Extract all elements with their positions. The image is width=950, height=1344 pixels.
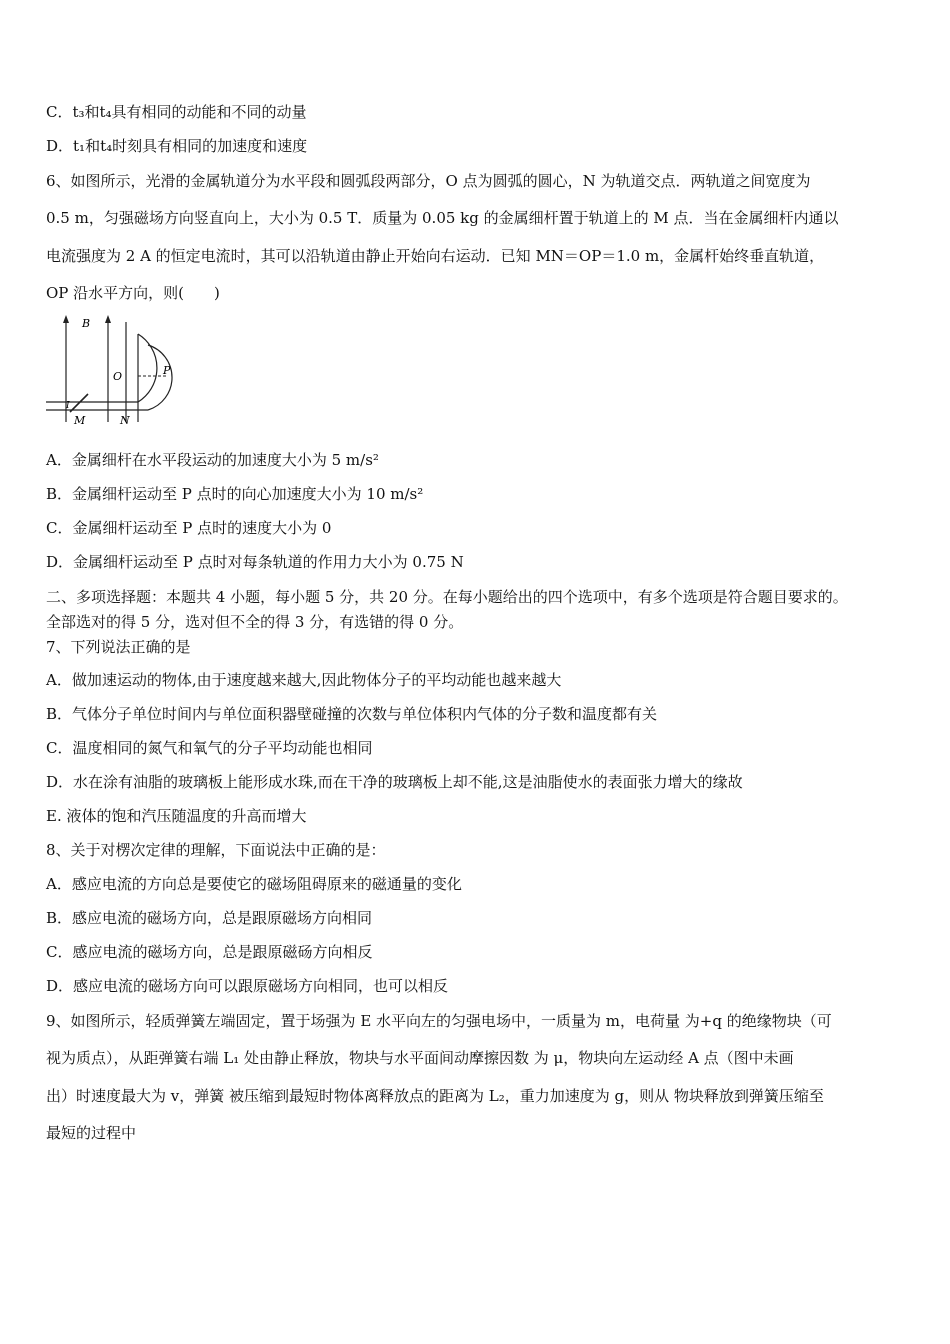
q8-option-b: B．感应电流的磁场方向，总是跟原磁场方向相同 (46, 909, 373, 927)
q5-option-c: C．t₃和t₄具有相同的动能和不同的动量 (46, 103, 307, 121)
label-n: N (120, 414, 130, 427)
q6-stem-line-1: 6、如图所示，光滑的金属轨道分为水平段和圆弧段两部分，O 点为圆弧的圆心，N 为轨道交点．两轨道之间宽度为 (46, 172, 811, 190)
b-field-arrowhead-1 (63, 315, 69, 323)
q9-stem-line-3: 出）时速度最大为 v，弹簧 被压缩到最短时物体离释放点的距离为 L₂，重力加速度为 g，则从 物块释放到弹簧压缩至 (46, 1087, 824, 1105)
q6-option-a: A．金属细杆在水平段运动的加速度大小为 5 m/s² (46, 451, 379, 469)
metal-rod (70, 394, 88, 412)
label-i: I (66, 401, 70, 411)
q7-stem: 7、下列说法正确的是 (46, 638, 191, 656)
q8-option-c: C．感应电流的磁场方向，总是跟原磁砀方向相反 (46, 943, 373, 961)
q7-option-b: B．气体分子单位时间内与单位面积器壁碰撞的次数与单位体积内气体的分子数和温度都有关 (46, 705, 658, 723)
q7-option-a: A．做加速运动的物体,由于速度越来越大,因此物体分子的平均动能也越来越大 (46, 671, 562, 689)
section2-header-line-1: 二、多项选择题：本题共 4 小题，每小题 5 分，共 20 分。在每小题给出的四个选项中，有多个选项是符合题目要求的。 (46, 588, 848, 606)
q9-stem-line-1: 9、如图所示，轻质弹簧左端固定，置于场强为 E 水平向左的匀强电场中，一质量为 m，电荷量 为+q 的绝缘物块（可 (46, 1012, 832, 1030)
b-field-arrowhead-2 (105, 315, 111, 323)
q8-option-d: D．感应电流的磁场方向可以跟原磁场方向相同，也可以相反 (46, 977, 449, 995)
q6-stem-line-4: OP 沿水平方向，则( ) (46, 284, 220, 302)
q6-track-diagram (40, 312, 200, 430)
q7-option-c: C．温度相同的氮气和氧气的分子平均动能也相同 (46, 739, 373, 757)
label-b: B (82, 317, 91, 330)
q6-option-c: C．金属细杆运动至 P 点时的速度大小为 0 (46, 519, 332, 537)
label-o: O (113, 370, 123, 383)
q8-option-a: A．感应电流的方向总是要使它的磁场阻碍原来的磁通量的变化 (46, 875, 462, 893)
label-p: P (163, 364, 171, 377)
q6-stem-line-3: 电流强度为 2 A 的恒定电流时，其可以沿轨道由静止开始向右运动．已知 MN＝OP＝1.0 m，金属杆始终垂直轨道， (46, 247, 825, 265)
q6-stem-line-2: 0.5 m，匀强磁场方向竖直向上，大小为 0.5 T．质量为 0.05 kg 的金属细杆置于轨道上的 M 点．当在金属细杆内通以 (46, 209, 839, 227)
q7-option-e: E. 液体的饱和汽压随温度的升高而增大 (46, 807, 307, 825)
q8-stem: 8、关于对楞次定律的理解，下面说法中正确的是： (46, 841, 386, 859)
label-m: M (74, 414, 86, 427)
q9-stem-line-4: 最短的过程中 (46, 1124, 137, 1142)
q6-option-d: D．金属细杆运动至 P 点时对每条轨道的作用力大小为 0.75 N (46, 553, 464, 571)
rail-arc-inner (148, 345, 172, 410)
q5-option-d: D．t₁和t₄时刻具有相同的加速度和速度 (46, 137, 308, 155)
q7-option-d: D．水在涂有油脂的玻璃板上能形成水珠,而在干净的玻璃板上却不能,这是油脂使水的表面张力增大的缘故 (46, 773, 743, 791)
rail-arc-outer (138, 334, 157, 402)
q6-option-b: B．金属细杆运动至 P 点时的向心加速度大小为 10 m/s² (46, 485, 424, 503)
section2-header-line-2: 全部选对的得 5 分，选对但不全的得 3 分，有选错的得 0 分。 (46, 613, 464, 631)
q9-stem-line-2: 视为质点），从距弹簧右端 L₁ 处由静止释放，物块与水平面间动摩擦因数 为 μ，物块向左运动经 A 点（图中未画 (46, 1049, 794, 1067)
